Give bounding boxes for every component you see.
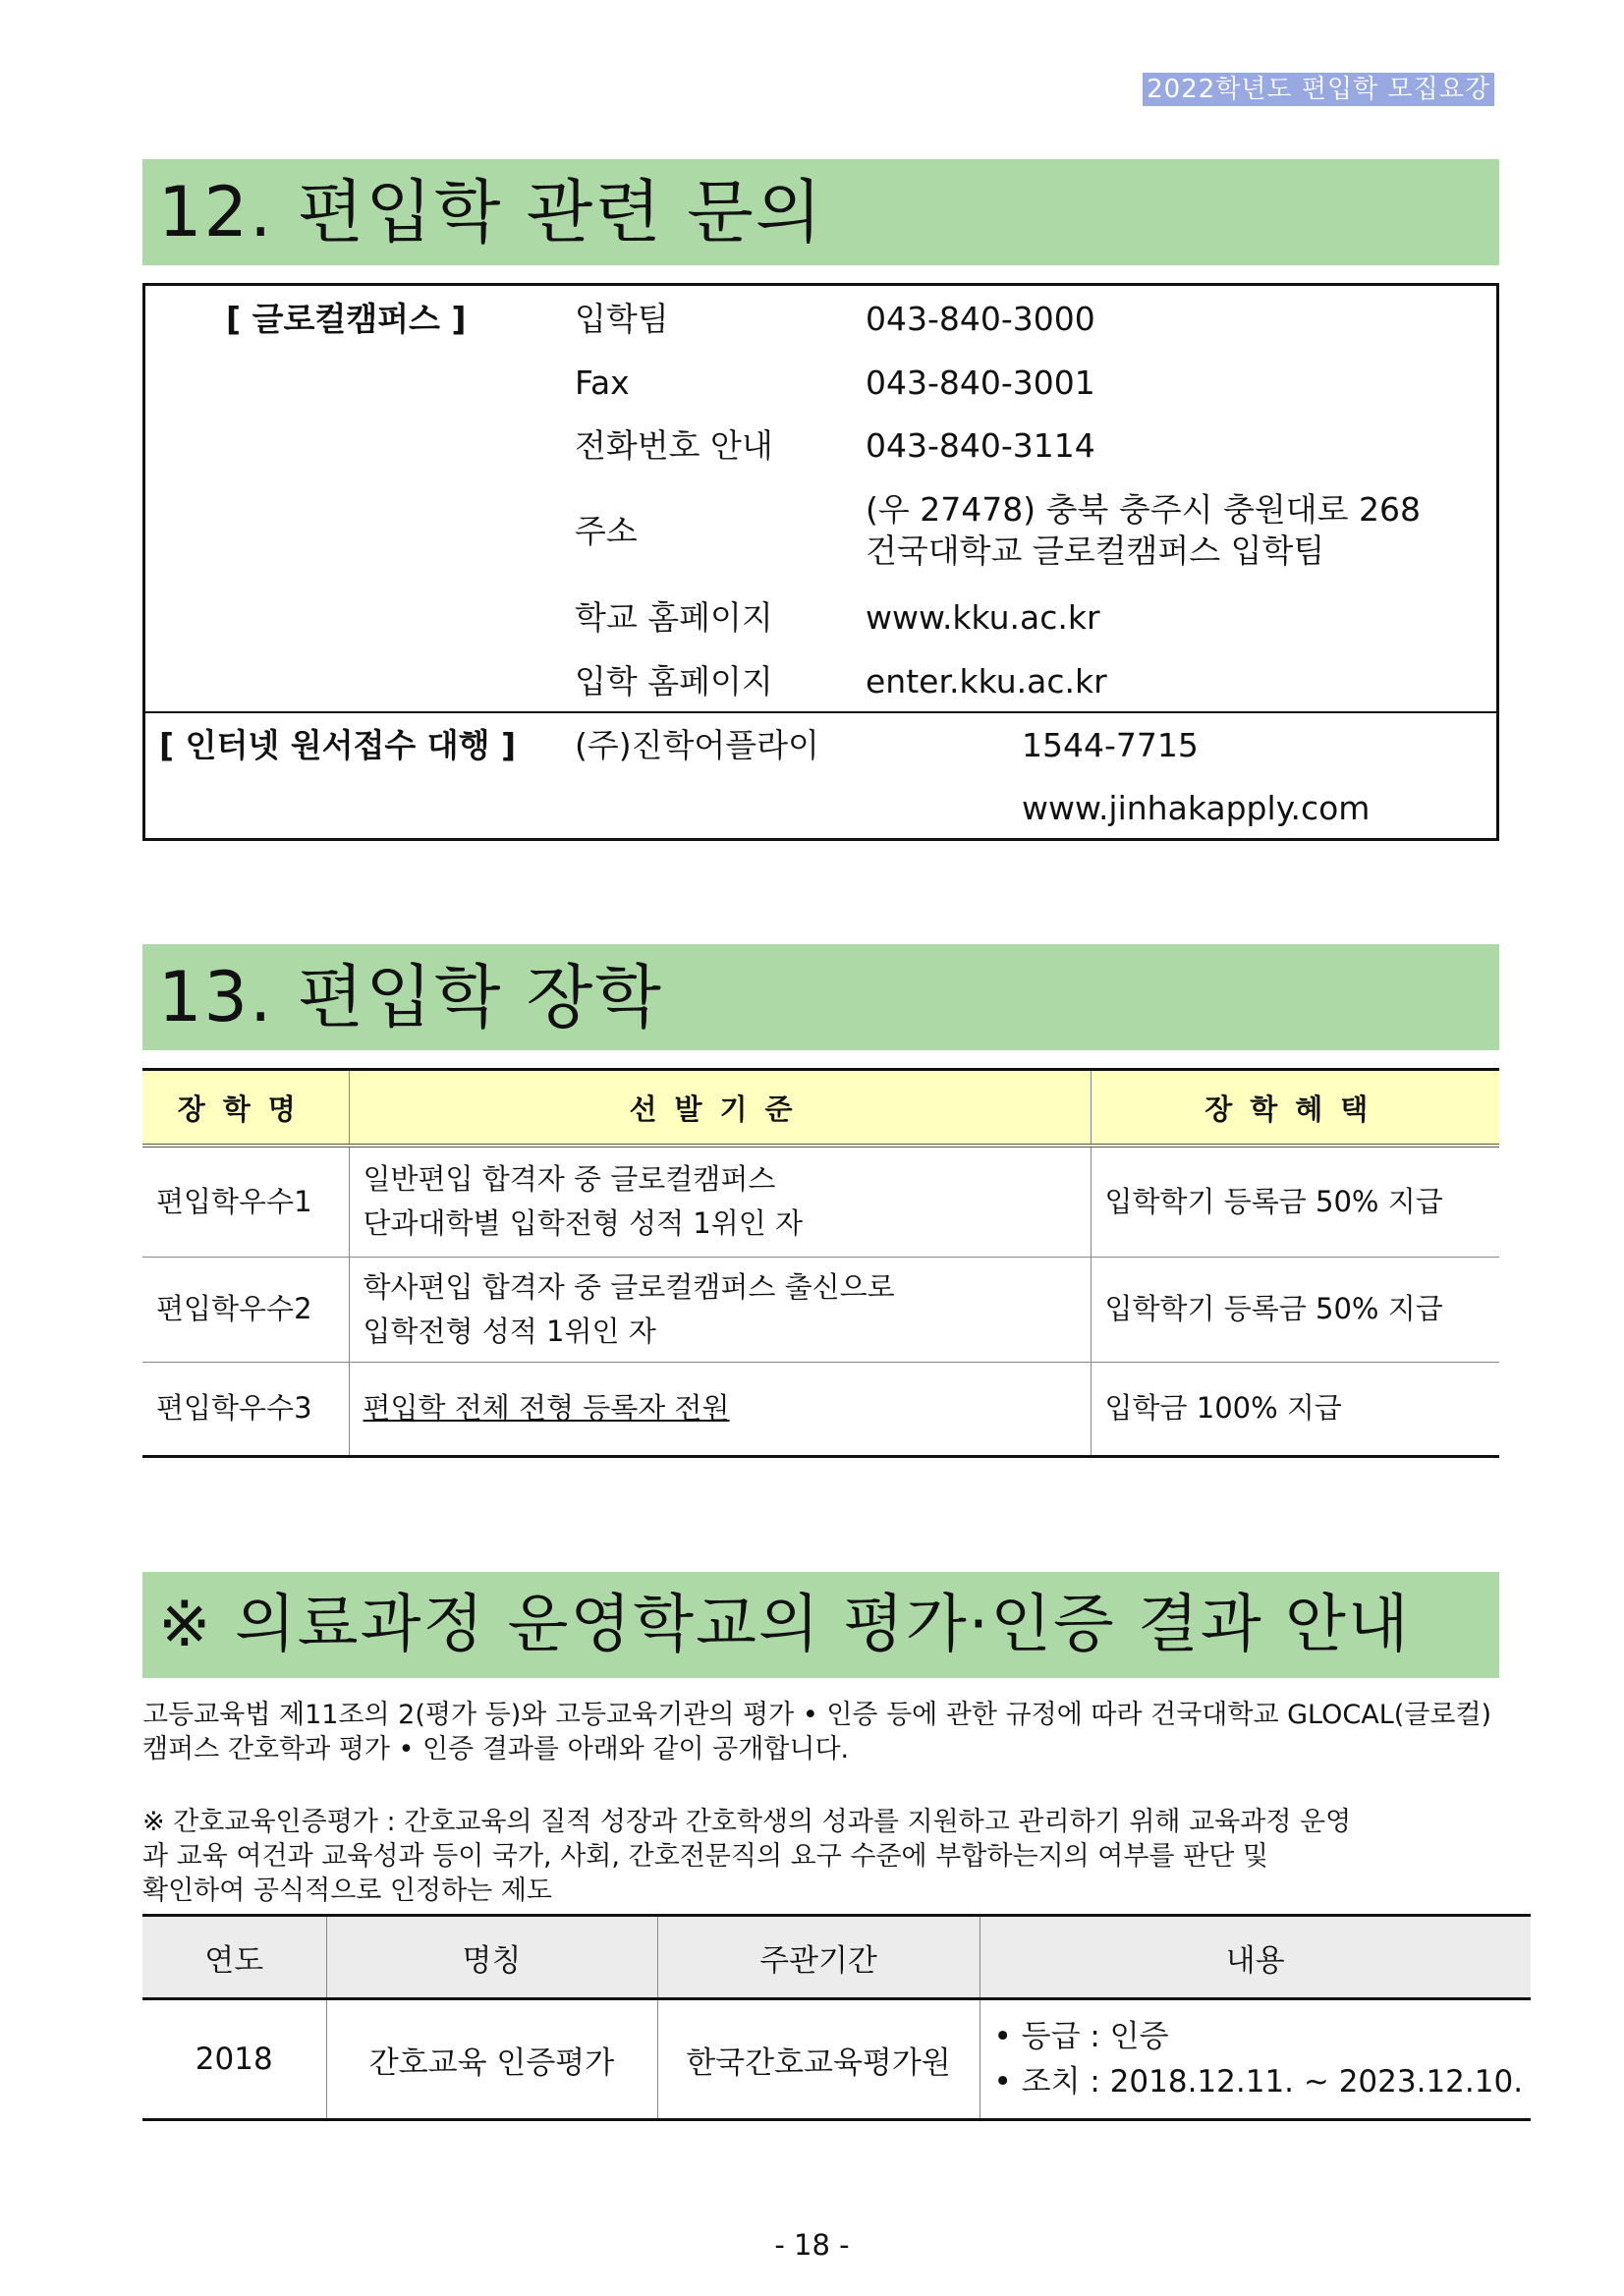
header-agency: 주관기간 [657, 1916, 980, 1999]
scholarship-name: 편입학우수2 [142, 1257, 349, 1362]
cert-intro-paragraph [142, 1698, 1499, 1766]
contact-value-fax: 043-840-3001 [866, 364, 1095, 402]
scholarship-benefit: 입학학기 등록금 50% 지급 [1091, 1257, 1499, 1362]
cert-year: 2018 [195, 2042, 273, 2077]
contact-value-phone-info: 043-840-3114 [866, 426, 1095, 465]
scholarship-criteria [349, 1362, 1091, 1456]
scholarship-name: 편입학우수3 [142, 1362, 349, 1456]
contact-value-admission-homepage[interactable]: enter.kku.ac.kr [866, 662, 1107, 700]
contact-label-phone-info: 전화번호 안내 [575, 426, 773, 465]
cert-name: 간호교육 인증평가 [326, 1999, 657, 2120]
contact-info-box [142, 283, 1499, 841]
section-cert-title: ※ 의료과정 운영학교의 평가·인증 결과 안내 [142, 1572, 1499, 1678]
internet-application-url[interactable]: www.jinhakapply.com [1022, 789, 1371, 827]
header-name: 명칭 [326, 1916, 657, 1999]
header-year: 연도 [142, 1916, 326, 1999]
contact-label-fax: Fax [575, 364, 630, 402]
contact-value-address-line1: (우 27478) 충북 충주시 충원대로 268 [866, 490, 1421, 529]
note-line: 과 교육 여건과 교육성과 등이 국가, 사회, 간호전문직의 요구 수준에 부합하는지의 여부를 판단 및 [142, 1841, 1268, 1872]
table-row [142, 1257, 1499, 1362]
table-row [142, 1999, 1531, 2120]
intro-line: 고등교육법 제11조의 2(평가 등)와 고등교육기관의 평가 • 인증 등에 관한 규정에 따라 건국대학교 GLOCAL(글로컬) [142, 1700, 1492, 1730]
criteria-line: 편입학 전체 전형 등록자 전원 [363, 1391, 730, 1425]
header-scholarship-benefit: 장학혜택 [1091, 1070, 1499, 1147]
table-row [142, 1146, 1499, 1257]
glocal-campus-label: [ 글로컬캠퍼스 ] [226, 300, 467, 338]
document-header-tag: 2022학년도 편입학 모집요강 [1143, 73, 1494, 106]
scholarship-criteria [349, 1257, 1091, 1362]
header-selection-criteria: 선발기준 [349, 1070, 1091, 1147]
table-row [142, 1362, 1499, 1456]
contact-value-address-line2: 건국대학교 글로컬캠퍼스 입학팀 [866, 532, 1325, 570]
note-line: 확인하여 공식적으로 인정하는 제도 [142, 1876, 552, 1906]
criteria-line: 학사편입 합격자 중 글로컬캠퍼스 출신으로 [363, 1269, 895, 1304]
scholarship-benefit: 입학금 100% 지급 [1091, 1362, 1499, 1456]
scholarship-criteria [349, 1146, 1091, 1257]
section-12-title: 12. 편입학 관련 문의 [142, 159, 1499, 265]
internet-application-label: [ 인터넷 원서접수 대행 ] [159, 726, 517, 764]
cert-note-paragraph [142, 1805, 1499, 1908]
cert-period: • 조치 : 2018.12.11. ~ 2023.12.10. [993, 2064, 1524, 2100]
contact-label-admission-homepage: 입학 홈페이지 [575, 662, 773, 700]
internet-application-company: (주)진학어플라이 [575, 726, 819, 764]
section-13-title: 13. 편입학 장학 [142, 944, 1499, 1050]
contact-label-address: 주소 [575, 512, 638, 550]
certification-table [142, 1914, 1531, 2121]
contact-label-admissions: 입학팀 [575, 300, 669, 338]
intro-line: 캠퍼스 간호학과 평가 • 인증 결과를 아래와 같이 공개합니다. [142, 1734, 850, 1764]
criteria-line: 단과대학별 입학전형 성적 1위인 자 [363, 1206, 804, 1241]
criteria-line: 입학전형 성적 1위인 자 [363, 1314, 656, 1348]
criteria-line: 일반편입 합격자 중 글로컬캠퍼스 [363, 1162, 776, 1197]
scholarship-table [142, 1068, 1499, 1458]
contact-value-admissions: 043-840-3000 [866, 300, 1095, 338]
scholarship-benefit: 입학학기 등록금 50% 지급 [1091, 1146, 1499, 1257]
cert-agency: 한국간호교육평가원 [657, 1999, 980, 2120]
contact-divider [145, 711, 1496, 713]
cert-grade: • 등급 : 인증 [993, 2019, 1169, 2054]
contact-value-homepage[interactable]: www.kku.ac.kr [866, 598, 1100, 637]
header-scholarship-name: 장학명 [142, 1070, 349, 1147]
page-number: - 18 - [774, 2228, 850, 2262]
internet-application-phone: 1544-7715 [1022, 726, 1199, 764]
scholarship-name: 편입학우수1 [142, 1146, 349, 1257]
contact-label-homepage: 학교 홈페이지 [575, 598, 773, 637]
header-content: 내용 [980, 1916, 1531, 1999]
note-line: ※ 간호교육인증평가 : 간호교육의 질적 성장과 간호학생의 성과를 지원하고 관리하기 위해 교육과정 운영 [142, 1807, 1352, 1837]
cert-content [980, 1999, 1531, 2120]
